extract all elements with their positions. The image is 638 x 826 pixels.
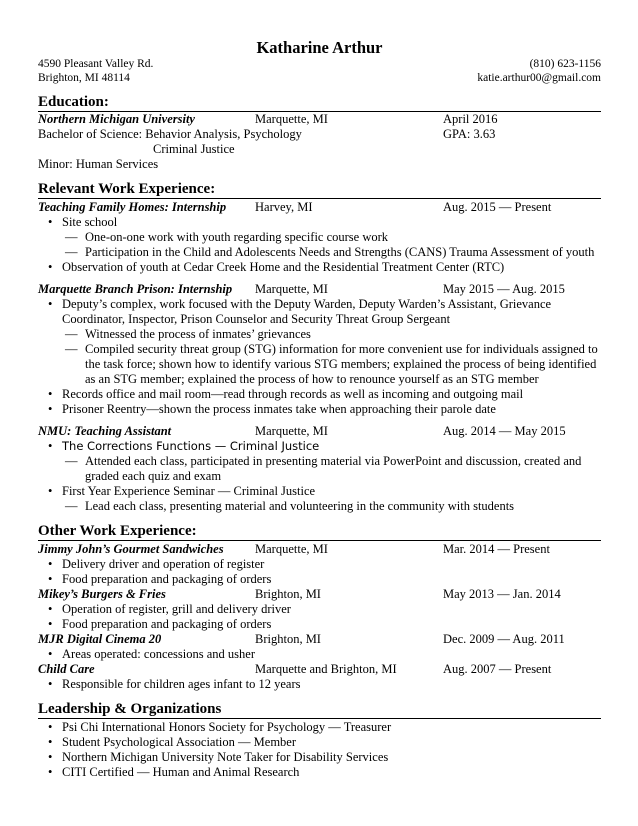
section-title: Other Work Experience: <box>38 523 601 541</box>
section-title: Education: <box>38 94 601 112</box>
resume-name: Katharine Arthur <box>256 38 383 57</box>
bullet-item: • Areas operated: concessions and usher <box>38 647 601 662</box>
bullet-item: • Food preparation and packaging of orders <box>38 572 601 587</box>
job-bullets <box>38 215 601 275</box>
job-entry <box>38 632 601 662</box>
email: katie.arthur00@gmail.com <box>477 71 601 84</box>
bullet-item: • Records office and mail room—read through records as well as incoming and outgoing mail <box>38 387 601 402</box>
sub-item-text: Participation in the Child and Adolescents Needs and Strengths (CANS) Trauma Assessment of youth <box>85 245 595 259</box>
section-title: Relevant Work Experience: <box>38 181 601 199</box>
leadership-section <box>38 701 601 780</box>
job-location: Brighton, MI <box>255 587 321 601</box>
job-date: May 2013 — Jan. 2014 <box>443 587 561 601</box>
bullet-item: • Food preparation and packaging of orders <box>38 617 601 632</box>
job-bullets <box>38 557 601 587</box>
job-location: Marquette, MI <box>255 282 328 296</box>
leadership-list <box>38 720 601 780</box>
bullet-item <box>38 439 601 454</box>
job-date: Aug. 2015 — Present <box>443 200 552 214</box>
sub-item-text: Lead each class, presenting material and volunteering in the community with students <box>85 499 515 513</box>
contact-block <box>38 58 601 85</box>
sub-item-text: Attended each class, participated in presenting material via PowerPoint and discussion, created and graded each quiz and exam <box>85 454 582 483</box>
bullet-item: • Responsible for children ages infant to 12 years <box>38 677 601 692</box>
job-entry <box>38 200 601 275</box>
job-bullets <box>38 647 601 662</box>
sub-item <box>38 342 601 387</box>
dash: — <box>65 245 78 259</box>
address-line-2: Brighton, MI 48114 <box>38 71 130 84</box>
job-bullets <box>38 677 601 692</box>
job-header <box>38 662 601 677</box>
education-section <box>38 94 601 172</box>
job-date: Aug. 2007 — Present <box>443 662 552 676</box>
job-location: Brighton, MI <box>255 632 321 646</box>
sub-item <box>38 454 601 484</box>
job-header <box>38 200 601 215</box>
job-entry <box>38 542 601 587</box>
degree: Bachelor of Science: Behavior Analysis, Psychology <box>38 127 302 141</box>
job-bullets <box>38 602 601 632</box>
bullet-item: • Observation of youth at Cedar Creek Home and the Residential Treatment Center (RTC) <box>38 260 601 275</box>
job-entry <box>38 424 601 514</box>
bullet-item: • Site school <box>38 215 601 230</box>
job-date: Dec. 2009 — Aug. 2011 <box>443 632 565 646</box>
job-date: Mar. 2014 — Present <box>443 542 550 556</box>
job-location: Marquette and Brighton, MI <box>255 662 397 676</box>
relevant-experience-section <box>38 181 601 514</box>
job-header <box>38 542 601 557</box>
gpa: GPA: 3.63 <box>443 127 496 141</box>
contact-info <box>477 58 601 85</box>
bullet-text: The Corrections Functions — Criminal Justice <box>62 439 320 453</box>
leadership-item: • Student Psychological Association — Member <box>38 735 601 750</box>
leadership-item: • Psi Chi International Honors Society for Psychology — Treasurer <box>38 720 601 735</box>
job-title: Teaching Family Homes: Internship <box>38 200 227 214</box>
job-location: Harvey, MI <box>255 200 313 214</box>
degree-row <box>38 127 601 142</box>
bullet-item: • Deputy’s complex, work focused with the Deputy Warden, Deputy Warden’s Assistant, Grievance Coordinator, Inspector, Prison Counselor and Security Threat Group Sergeant <box>38 297 601 327</box>
address-line-1: 4590 Pleasant Valley Rd. <box>38 58 154 70</box>
sub-item-text: One-on-one work with youth regarding specific course work <box>85 230 389 244</box>
job-header <box>38 587 601 602</box>
job-title: NMU: Teaching Assistant <box>38 424 172 438</box>
job-location: Marquette, MI <box>255 424 328 438</box>
job-title: MJR Digital Cinema 20 <box>38 632 162 646</box>
job-title: Jimmy John’s Gourmet Sandwiches <box>38 542 224 556</box>
job-bullets <box>38 439 601 514</box>
dash: — <box>65 230 78 244</box>
school-name: Northern Michigan University <box>38 112 195 126</box>
dash: — <box>65 454 78 468</box>
job-entry <box>38 587 601 632</box>
sub-item <box>38 245 601 260</box>
minor: Minor: Human Services <box>38 157 159 171</box>
job-date: May 2015 — Aug. 2015 <box>443 282 565 296</box>
job-header <box>38 282 601 297</box>
bullet-item: • Operation of register, grill and delivery driver <box>38 602 601 617</box>
dash: — <box>65 342 78 356</box>
leadership-item: • Northern Michigan University Note Taker for Disability Services <box>38 750 601 765</box>
leadership-item: • CITI Certified — Human and Animal Research <box>38 765 601 780</box>
other-experience-section <box>38 523 601 692</box>
job-entry <box>38 282 601 417</box>
job-title: Child Care <box>38 662 95 676</box>
school-location: Marquette, MI <box>255 112 328 126</box>
degree-continued: Criminal Justice <box>153 142 235 156</box>
job-entry <box>38 662 601 692</box>
sub-item-text: Compiled security threat group (STG) information for more convenient use for individuals assigned to the task force; shown how to identify various STG members; explained the process of being identified as an STG member; explained the process of how to renounce yourself as an STG member <box>85 342 598 386</box>
address <box>38 58 153 85</box>
bullet-item: • Delivery driver and operation of register <box>38 557 601 572</box>
education-row <box>38 112 601 127</box>
job-location: Marquette, MI <box>255 542 328 556</box>
sub-item-text: Witnessed the process of inmates’ grievances <box>85 327 311 341</box>
job-title: Marquette Branch Prison: Internship <box>38 282 233 296</box>
sub-item <box>38 230 601 245</box>
phone: (810) 623-1156 <box>529 58 601 70</box>
section-title: Leadership & Organizations <box>38 701 601 719</box>
dash: — <box>65 499 78 513</box>
bullet-item: • First Year Experience Seminar — Criminal Justice <box>38 484 601 499</box>
job-date: Aug. 2014 — May 2015 <box>443 424 566 438</box>
job-header <box>38 632 601 647</box>
job-title: Mikey’s Burgers & Fries <box>38 587 166 601</box>
job-bullets <box>38 297 601 417</box>
graduation-date: April 2016 <box>443 112 498 126</box>
job-header <box>38 424 601 439</box>
resume-page <box>38 38 601 780</box>
sub-item <box>38 327 601 342</box>
bullet-item: • Prisoner Reentry—shown the process inmates take when approaching their parole date <box>38 402 601 417</box>
dash: — <box>65 327 78 341</box>
sub-item <box>38 499 601 514</box>
